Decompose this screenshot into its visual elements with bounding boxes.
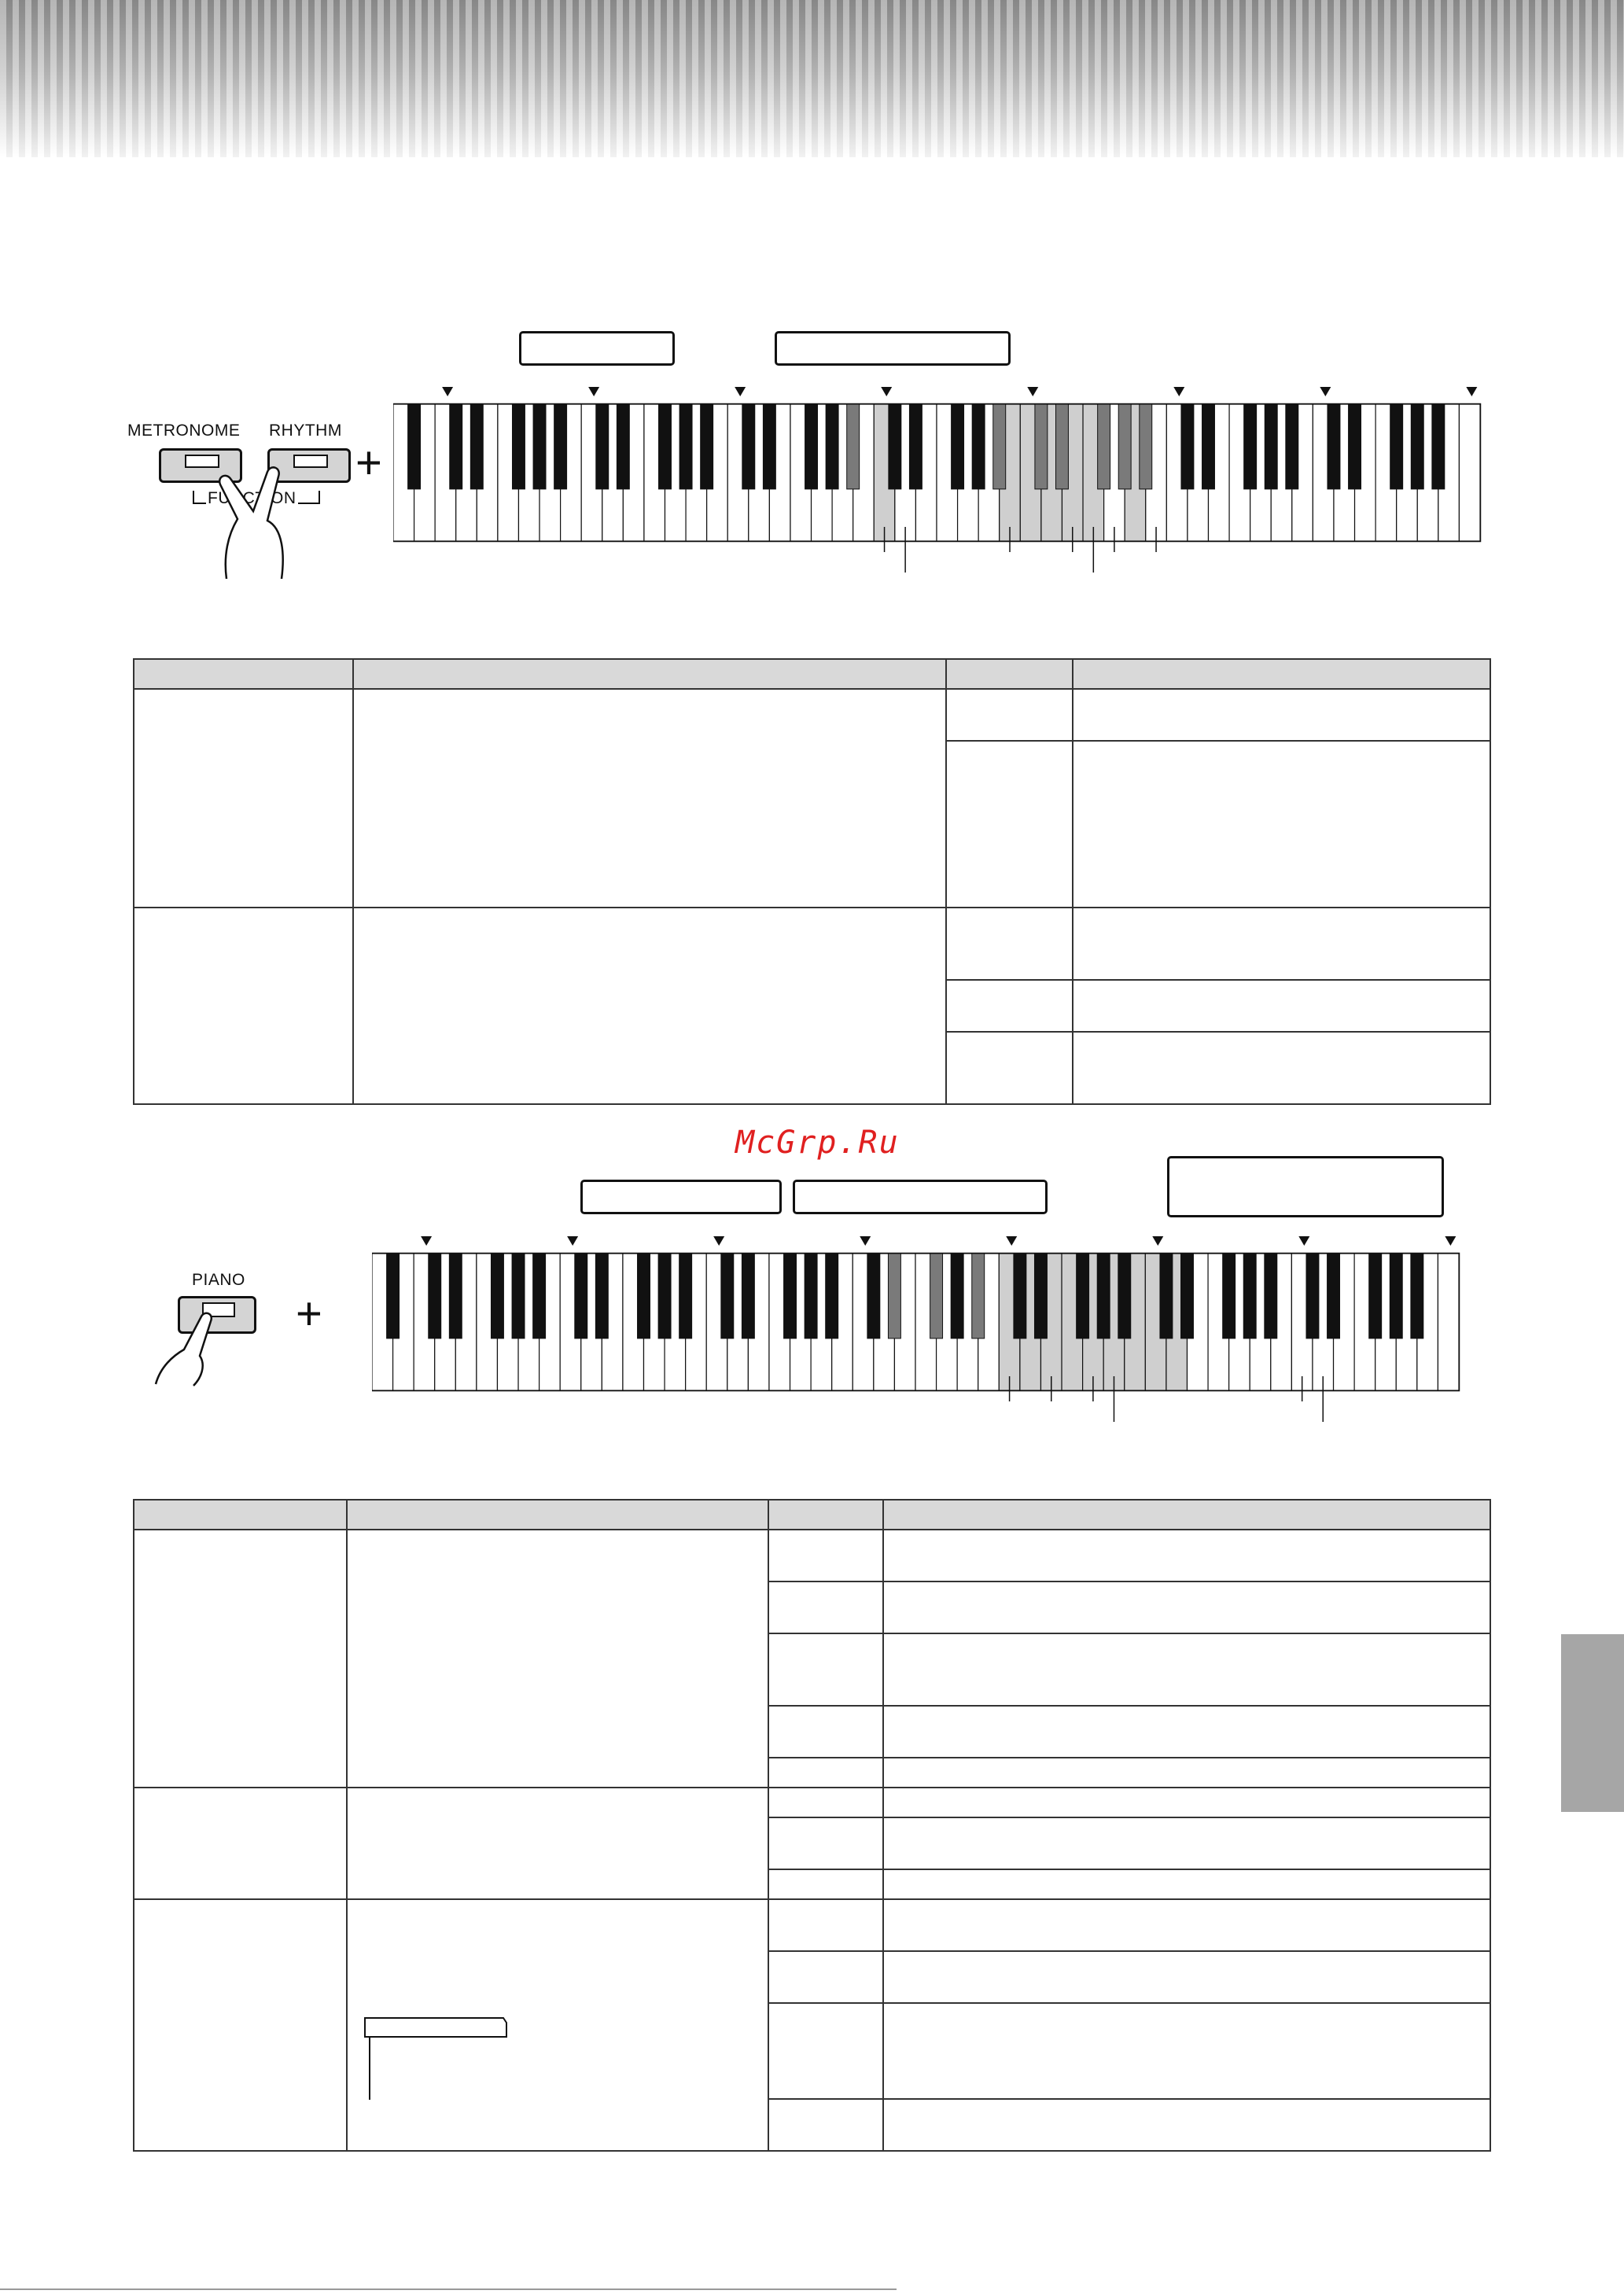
down-triangle-icon	[713, 1236, 724, 1246]
black-key	[1181, 404, 1194, 489]
black-key	[826, 1254, 838, 1338]
black-key	[1098, 404, 1110, 489]
black-key	[679, 1254, 692, 1338]
black-key	[972, 404, 985, 489]
keyboard-88-bottom	[372, 1233, 1477, 1430]
black-key	[679, 404, 692, 489]
black-key	[1411, 404, 1423, 489]
black-key	[951, 1254, 963, 1338]
down-triangle-icon	[1466, 387, 1477, 396]
black-key	[826, 404, 838, 489]
down-triangle-icon	[1298, 1236, 1309, 1246]
black-key	[721, 1254, 734, 1338]
black-key	[1265, 404, 1277, 489]
black-key	[533, 1254, 546, 1338]
header-band	[0, 0, 1624, 157]
black-key	[972, 1254, 985, 1338]
black-key	[1328, 1254, 1340, 1338]
black-key	[408, 404, 421, 489]
black-key	[387, 1254, 400, 1338]
black-key	[888, 1254, 900, 1338]
down-triangle-icon	[735, 387, 746, 396]
black-key	[1014, 1254, 1026, 1338]
table-1	[133, 658, 1491, 1105]
down-triangle-icon	[1152, 1236, 1163, 1246]
function-label: FUNCTION	[208, 489, 296, 507]
plus-sign-2: +	[296, 1288, 322, 1339]
black-key	[575, 1254, 587, 1338]
black-key	[1328, 404, 1340, 489]
table-row	[134, 1899, 1490, 1951]
white-key	[1459, 404, 1480, 541]
black-key	[1202, 404, 1215, 489]
black-key	[1118, 404, 1131, 489]
black-key	[429, 1254, 441, 1338]
black-key	[1077, 1254, 1089, 1338]
black-key	[533, 404, 546, 489]
black-key	[1349, 404, 1361, 489]
black-key	[1286, 404, 1298, 489]
down-triangle-icon	[1445, 1236, 1456, 1246]
black-key	[1243, 1254, 1256, 1338]
black-key	[596, 404, 609, 489]
down-triangle-icon	[567, 1236, 578, 1246]
keyboard-88-top	[393, 384, 1498, 580]
black-key	[1390, 404, 1403, 489]
black-key	[638, 1254, 650, 1338]
callout-box-4	[793, 1180, 1048, 1214]
black-key	[889, 404, 901, 489]
black-key	[1244, 404, 1257, 489]
black-key	[1411, 1254, 1423, 1338]
black-key	[659, 404, 672, 489]
black-key	[1160, 1254, 1173, 1338]
black-key	[1097, 1254, 1110, 1338]
black-key	[805, 404, 818, 489]
small-tab-shape	[362, 2013, 511, 2108]
rhythm-label: RHYTHM	[269, 422, 342, 440]
down-triangle-icon	[421, 1236, 432, 1246]
table-row	[134, 1530, 1490, 1581]
hand-two-fingers-icon	[212, 462, 299, 580]
white-key	[1438, 1254, 1459, 1390]
down-triangle-icon	[442, 387, 453, 396]
black-key	[742, 404, 755, 489]
black-key	[449, 1254, 462, 1338]
black-key	[512, 404, 525, 489]
black-key	[742, 1254, 754, 1338]
black-key	[470, 404, 483, 489]
table-row	[134, 908, 1490, 980]
hand-one-finger-icon	[149, 1309, 220, 1387]
black-key	[595, 1254, 608, 1338]
black-key	[909, 404, 922, 489]
table-header-row	[134, 659, 1490, 689]
black-key	[952, 404, 964, 489]
black-key	[1140, 404, 1152, 489]
black-key	[763, 404, 775, 489]
table-header-row	[134, 1500, 1490, 1530]
black-key	[1265, 1254, 1277, 1338]
down-triangle-icon	[881, 387, 892, 396]
black-key	[1306, 1254, 1319, 1338]
black-key	[450, 404, 462, 489]
callout-box-5	[1167, 1156, 1444, 1217]
black-key	[1055, 404, 1068, 489]
down-triangle-icon	[860, 1236, 871, 1246]
black-key	[512, 1254, 525, 1338]
black-key	[1035, 404, 1048, 489]
table-2	[133, 1499, 1491, 2152]
down-triangle-icon	[1006, 1236, 1017, 1246]
down-triangle-icon	[1027, 387, 1038, 396]
callout-box-3	[580, 1180, 782, 1214]
down-triangle-icon	[588, 387, 599, 396]
black-key	[1118, 1254, 1131, 1338]
metronome-label: METRONOME	[127, 422, 241, 440]
piano-label: PIANO	[192, 1271, 245, 1289]
black-key	[847, 404, 860, 489]
black-key	[1390, 1254, 1402, 1338]
callout-box-1	[519, 331, 675, 366]
side-tab	[1561, 1634, 1624, 1812]
black-key	[701, 404, 713, 489]
black-key	[554, 404, 567, 489]
black-key	[617, 404, 629, 489]
down-triangle-icon	[1173, 387, 1184, 396]
black-key	[1432, 404, 1445, 489]
table-row	[134, 689, 1490, 741]
black-key	[1034, 1254, 1047, 1338]
black-key	[1181, 1254, 1194, 1338]
black-key	[658, 1254, 671, 1338]
plus-sign-1: +	[355, 437, 382, 488]
down-triangle-icon	[1320, 387, 1331, 396]
black-key	[993, 404, 1006, 489]
black-key	[805, 1254, 817, 1338]
black-key	[930, 1254, 943, 1338]
footer-line	[0, 2288, 897, 2290]
watermark: McGrp.Ru	[735, 1125, 900, 1161]
black-key	[491, 1254, 503, 1338]
black-key	[1223, 1254, 1235, 1338]
callout-box-2	[775, 331, 1011, 366]
black-key	[1369, 1254, 1382, 1338]
table-row	[134, 1788, 1490, 1817]
black-key	[867, 1254, 880, 1338]
black-key	[784, 1254, 797, 1338]
